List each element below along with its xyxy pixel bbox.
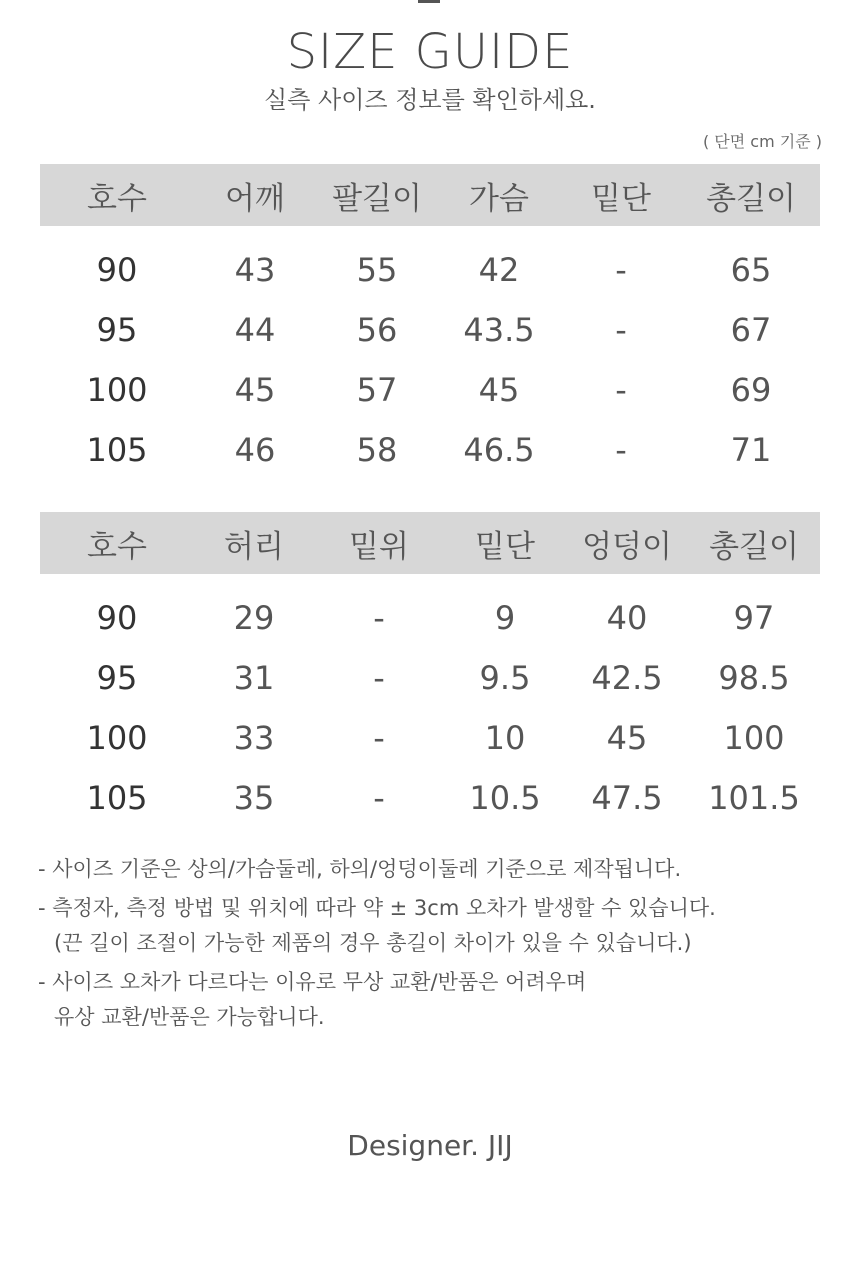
table-cell: 9.5 xyxy=(479,659,531,697)
table-cell: 29 xyxy=(233,599,275,637)
table-cell: 58 xyxy=(356,431,398,469)
table-cell: 45 xyxy=(234,371,276,409)
page-subtitle: 실측 사이즈 정보를 확인하세요. xyxy=(264,86,596,114)
table-cell: 44 xyxy=(234,311,276,349)
table-cell: 43.5 xyxy=(463,311,535,349)
table-header-row xyxy=(40,164,820,226)
top-size-table xyxy=(40,164,820,480)
table-cell: 42 xyxy=(478,251,520,289)
table-row xyxy=(40,420,820,480)
table-cell: 47.5 xyxy=(591,779,663,817)
size-notes xyxy=(38,852,828,1035)
header-waist: 허리 xyxy=(194,512,314,574)
header-shoulder: 어깨 xyxy=(194,164,316,226)
table-cell: 100 xyxy=(723,719,785,757)
note-line: - 측정자, 측정 방법 및 위치에 따라 약 ± 3cm 오차가 발생할 수 있습니다. xyxy=(38,896,716,920)
table-cell: 67 xyxy=(730,311,772,349)
table-cell: 69 xyxy=(730,371,772,409)
header-sleeve-length: 팔길이 xyxy=(316,164,438,226)
table-cell: 55 xyxy=(356,251,398,289)
note-line: - 사이즈 기준은 상의/가슴둘레, 하의/엉덩이둘레 기준으로 제작됩니다. xyxy=(38,857,682,881)
bottom-size-table xyxy=(40,512,820,828)
table-row xyxy=(40,648,820,708)
unit-note: ( 단면 cm 기준 ) xyxy=(702,132,822,151)
table-cell: 45 xyxy=(606,719,648,757)
header-rise: 밑위 xyxy=(314,512,444,574)
table-cell: 105 xyxy=(86,779,148,817)
table-row xyxy=(40,574,820,648)
header-hem: 밑단 xyxy=(444,512,566,574)
table-row xyxy=(40,300,820,360)
table-cell: - xyxy=(373,779,385,817)
table-cell: 57 xyxy=(356,371,398,409)
table-cell: 31 xyxy=(233,659,275,697)
header-size: 호수 xyxy=(40,512,194,574)
table-cell: 98.5 xyxy=(718,659,790,697)
table-cell: 45 xyxy=(478,371,520,409)
table-cell: 33 xyxy=(233,719,275,757)
designer-credit: Designer. JIJ xyxy=(347,1129,513,1162)
table-cell: 35 xyxy=(233,779,275,817)
table-cell: 40 xyxy=(606,599,648,637)
page-title: SIZE GUIDE xyxy=(286,24,574,80)
table-cell: 105 xyxy=(86,431,148,469)
table-header-row xyxy=(40,512,820,574)
note-line: 유상 교환/반품은 가능합니다. xyxy=(54,1005,325,1029)
table-cell: 97 xyxy=(733,599,775,637)
table-row xyxy=(40,360,820,420)
table-cell: - xyxy=(615,251,627,289)
table-cell: 100 xyxy=(86,371,148,409)
table-cell: - xyxy=(615,371,627,409)
table-row xyxy=(40,708,820,768)
table-cell: - xyxy=(615,431,627,469)
header-hip: 엉덩이 xyxy=(566,512,688,574)
table-cell: 71 xyxy=(730,431,772,469)
table-cell: 46.5 xyxy=(463,431,535,469)
header-total-length: 총길이 xyxy=(682,164,820,226)
table-cell: 56 xyxy=(356,311,398,349)
table-cell: 9 xyxy=(494,599,516,637)
table-cell: 95 xyxy=(96,311,138,349)
table-cell: 42.5 xyxy=(591,659,663,697)
top-divider-mark xyxy=(418,0,440,3)
header-hem: 밑단 xyxy=(560,164,682,226)
header-size: 호수 xyxy=(40,164,194,226)
table-cell: 90 xyxy=(96,251,138,289)
table-cell: 65 xyxy=(730,251,772,289)
table-cell: - xyxy=(373,659,385,697)
table-row xyxy=(40,226,820,300)
table-row xyxy=(40,768,820,828)
table-cell: 10 xyxy=(484,719,526,757)
table-cell: 100 xyxy=(86,719,148,757)
note-line: (끈 길이 조절이 가능한 제품의 경우 총길이 차이가 있을 수 있습니다.) xyxy=(54,931,692,955)
note-line: - 사이즈 오차가 다르다는 이유로 무상 교환/반품은 어려우며 xyxy=(38,970,587,994)
table-cell: 43 xyxy=(234,251,276,289)
table-cell: 10.5 xyxy=(469,779,541,817)
header-total-length: 총길이 xyxy=(688,512,820,574)
table-cell: 46 xyxy=(234,431,276,469)
header-chest: 가슴 xyxy=(438,164,560,226)
table-cell: - xyxy=(373,599,385,637)
table-cell: - xyxy=(373,719,385,757)
table-cell: - xyxy=(615,311,627,349)
table-cell: 101.5 xyxy=(708,779,800,817)
table-cell: 95 xyxy=(96,659,138,697)
table-cell: 90 xyxy=(96,599,138,637)
